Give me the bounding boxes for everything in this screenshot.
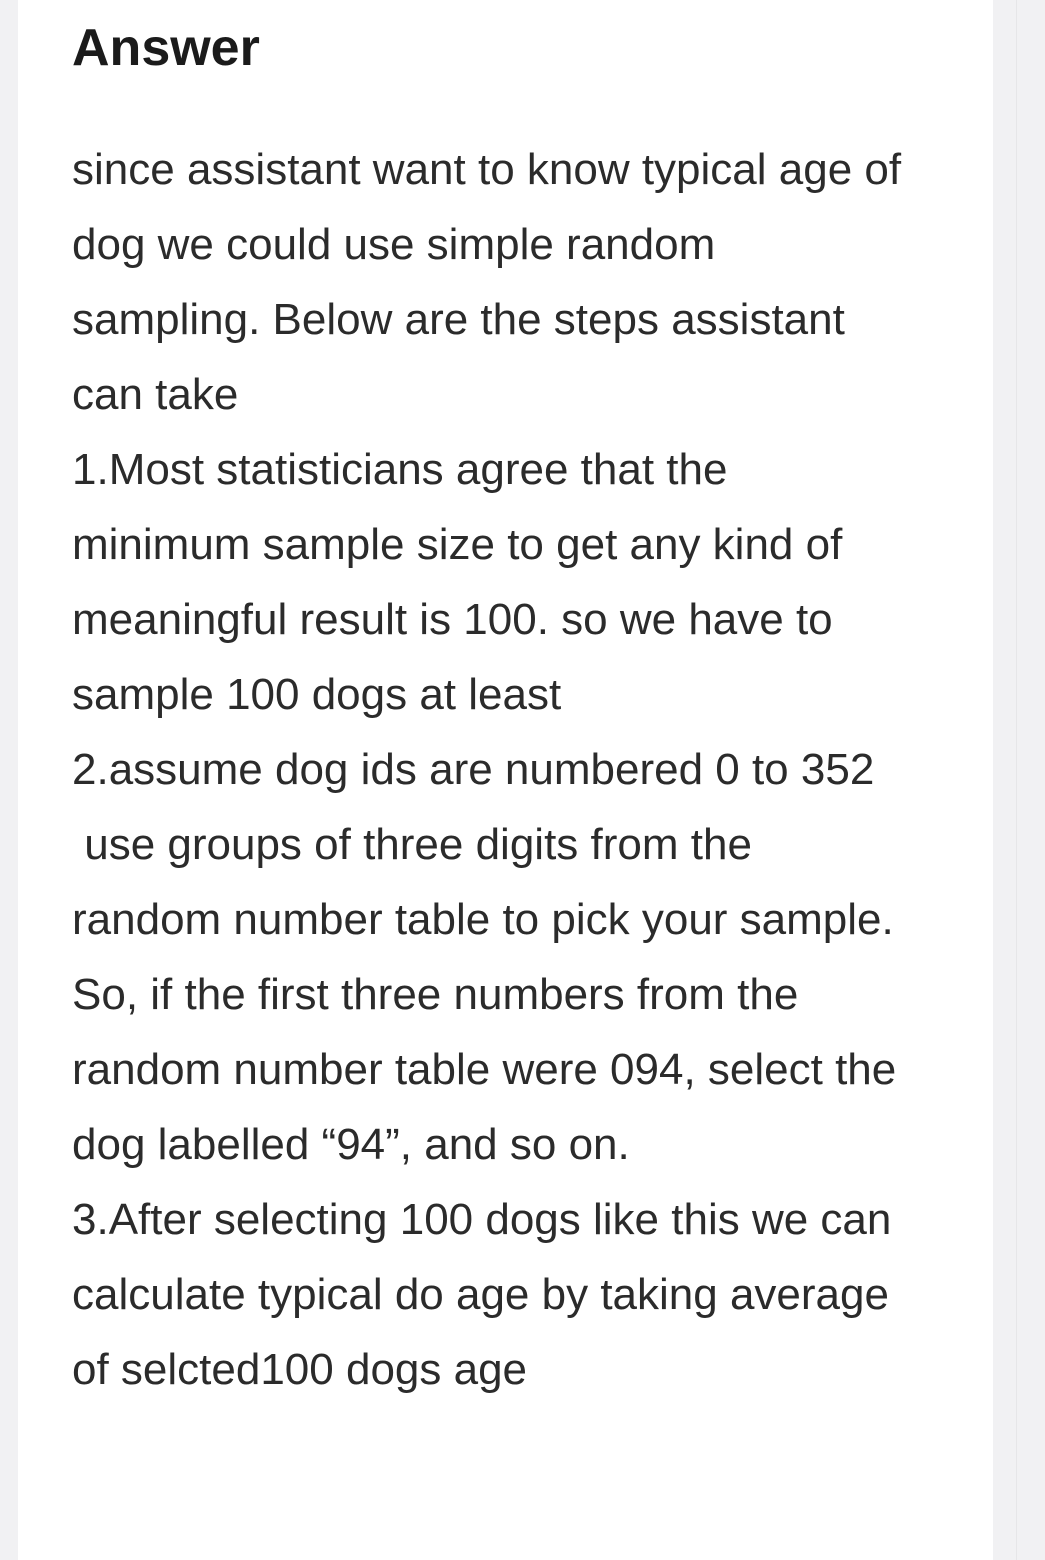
page-edge-divider	[1016, 0, 1017, 1560]
answer-line: calculate typical do age by taking average	[72, 1270, 889, 1319]
answer-line: minimum sample size to get any kind of	[72, 520, 843, 569]
answer-line: random number table were 094, select the	[72, 1045, 897, 1094]
answer-line: use groups of three digits from the	[72, 820, 752, 869]
answer-line: So, if the first three numbers from the	[72, 970, 799, 1019]
answer-heading: Answer	[72, 19, 260, 77]
answer-line: of selcted100 dogs age	[72, 1345, 528, 1394]
answer-line: dog labelled “94”, and so on.	[72, 1120, 630, 1169]
answer-line: can take	[72, 370, 239, 419]
answer-line: random number table to pick your sample.	[72, 895, 894, 944]
answer-line: since assistant want to know typical age of	[72, 145, 902, 194]
answer-line: 3.After selecting 100 dogs like this we can	[72, 1195, 892, 1244]
answer-line: sample 100 dogs at least	[72, 670, 562, 719]
answer-line: 1.Most statisticians agree that the	[72, 445, 728, 494]
answer-body	[72, 132, 972, 1407]
answer-line: dog we could use simple random	[72, 220, 716, 269]
answer-line: meaningful result is 100. so we have to	[72, 595, 833, 644]
answer-line: 2.assume dog ids are numbered 0 to 352	[72, 745, 875, 794]
answer-line: sampling. Below are the steps assistant	[72, 295, 845, 344]
answer-card	[18, 0, 993, 1560]
